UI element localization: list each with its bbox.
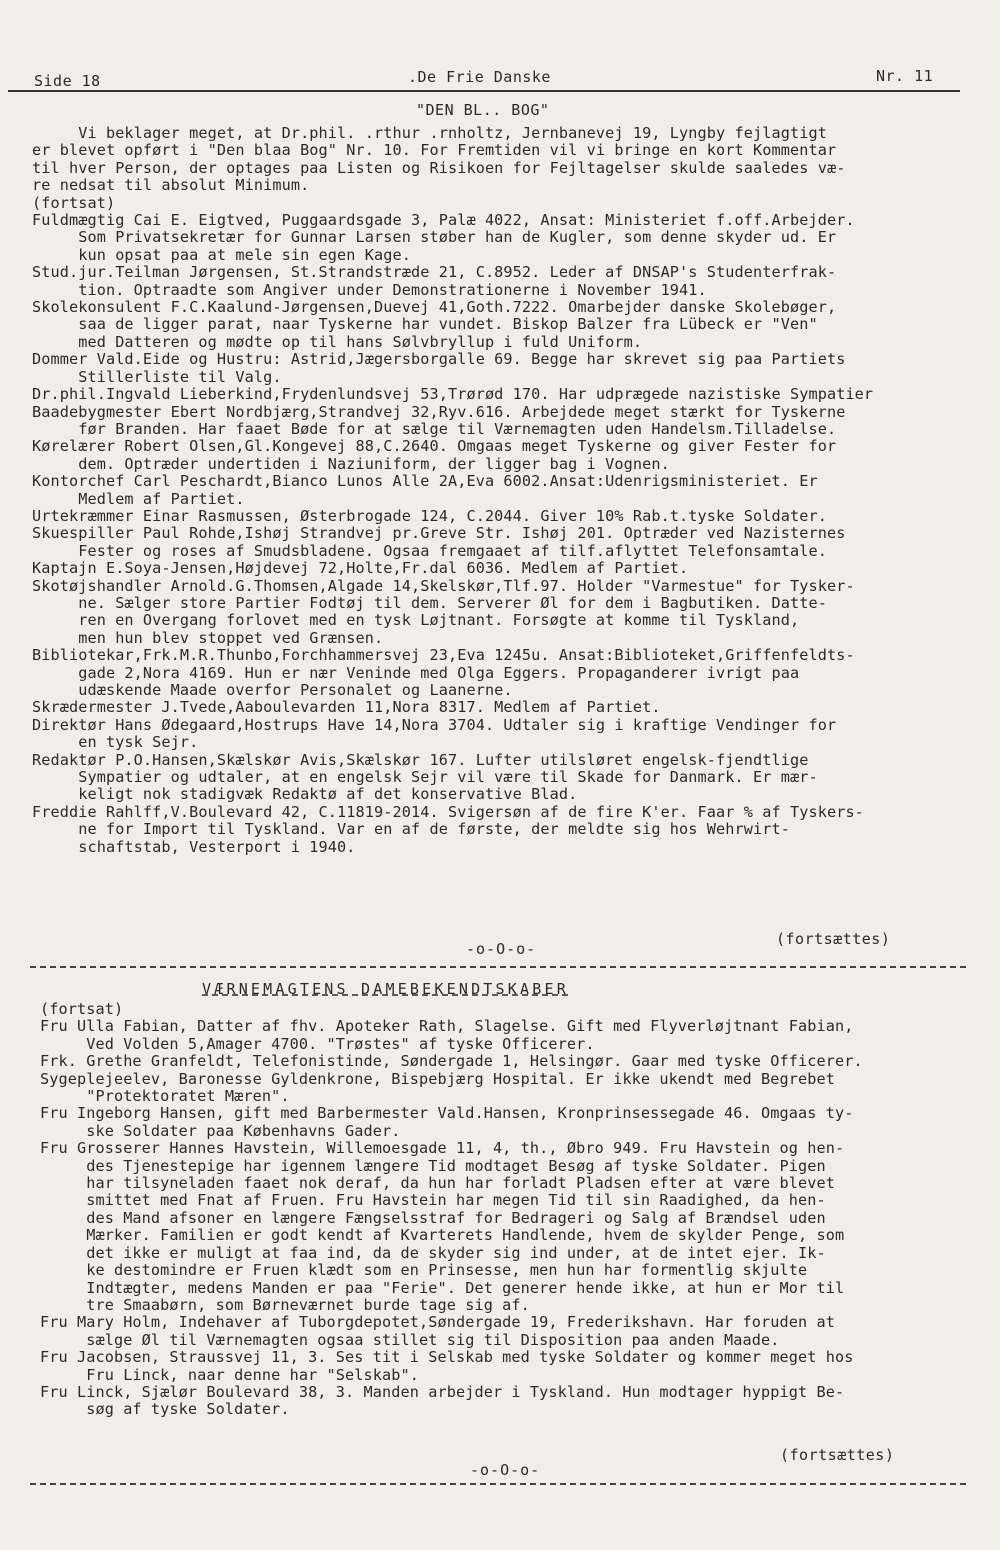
- section-divider: [30, 966, 966, 968]
- issue-number: Nr. 11: [876, 67, 934, 85]
- continued-note: (fortsættes): [776, 930, 891, 948]
- footer-divider: [30, 1483, 966, 1485]
- page-number: Side 18: [34, 72, 101, 90]
- header-rule: [8, 90, 960, 92]
- section-title-blue-book: "DEN BL.. BOG": [416, 101, 550, 119]
- section-separator-2: -o-O-o-: [470, 1461, 541, 1479]
- section-body-ladies: (fortsat) Fru Ulla Fabian, Datter af fhv. Apoteker Rath, Slagelse. Gift med Flyverløjtnant Fabian, Ved Volden 5,Amager 4700. "Trøstes" af tyske Officerer. Frk. Grethe Granfeldt, Telefonistinde, Søndergade 1, Helsingør. Gaar med tyske Officerer. Sygeplejeelev, Baronesse Gyldenkrone, Bispebjærg Hospital. Er ikke ukendt med Begrebet "Protektoratet Mæren". Fru Ingeborg Hansen, gift med Barbermester Vald.Hansen, Kronprinsessegade 46. Omgaas ty- ske Soldater paa Københavns Gader. Fru Grosserer Hannes Havstein, Willemoesgade 11, 4, th., Øbro 949. Fru Havstein og hen- des Tjenestepige har igennem længere Tid modtaget Besøg af tyske Soldater. Pigen har tilsyneladen faaet nok deraf, da hun har forladt Pladsen efter at være blevet smittet med Fnat af Fruen. Fru Havstein har megen Tid til sin Raadighed, da hen- des Mand afsoner en længere Fængselsstraf for Bedrageri og Salg af Brændsel uden Mærker. Familien er godt kendt af Kvarterets Handlende, hvem de skylder Penge, som det ikke er muligt at faa ind, da de skyder sig ind under, at de intet ejer. Ik- ke destomindre er Fruen klædt som en Prinsesse, men hun har formentlig skjulte Indtægter, medens Manden er paa "Ferie". Det generer hende ikke, at hun er Mor til tre Smaabørn, som Børneværnet burde tage sig af. Fru Mary Holm, Indehaver af Tuborgdepotet,Søndergade 19, Frederikshavn. Har foruden at sælge Øl til Værnemagten ogsaa stillet sig til Disposition paa anden Maade. Fru Jacobsen, Straussvej 11, 3. Ses tit i Selskab med tyske Soldater og kommer meget hos Fru Linck, naar denne har "Selskab". Fru Linck, Sjælør Boulevard 38, 3. Manden arbejder i Tyskland. Hun modtager hyppigt Be- søg af tyske Soldater.: [40, 1000, 863, 1419]
- section-separator: -o-O-o-: [466, 940, 537, 958]
- section-body-blue-book: Vi beklager meget, at Dr.phil. .rthur .rnholtz, Jernbanevej 19, Lyngby fejlagtigt er blevet opført i "Den blaa Bog" Nr. 10. For Fremtiden vil vi bringe en kort Kommentar til hver Person, der optages paa Listen og Risikoen for Fejltagelser skulde saaledes væ- re nedsat til absolut Minimum. (fortsat) Fuldmægtig Cai E. Eigtved, Puggaardsgade 3, Palæ 4022, Ansat: Ministeriet f.off.Arbejder. Som Privatsekretær for Gunnar Larsen støber han de Kugler, som denne skyder ud. Er kun opsat paa at mele sin egen Kage. Stud.jur.Teilman Jørgensen, St.Strandstræde 21, C.8952. Leder af DNSAP's Studenterfrak- tion. Optraadte som Angiver under Demonstrationerne i November 1941. Skolekonsulent F.C.Kaalund-Jørgensen,Duevej 41,Goth.7222. Omarbejder danske Skolebøger, saa de ligger parat, naar Tyskerne har vundet. Biskop Balzer fra Lübeck er "Ven" med Datteren og mødte op til hans Sølvbryllup i fuld Uniform. Dommer Vald.Eide og Hustru: Astrid,Jægersborgalle 69. Begge har skrevet sig paa Partiets Stillerliste til Valg. Dr.phil.Ingvald Lieberkind,Frydenlundsvej 53,Trørød 170. Har udprægede nazistiske Sympatier Baadebygmester Ebert Nordbjærg,Strandvej 32,Ryv.616. Arbejdede meget stærkt for Tyskerne før Branden. Har faaet Bøde for at sælge til Værnemagten uden Handelsm.Tilladelse. Kørelærer Robert Olsen,Gl.Kongevej 88,C.2640. Omgaas meget Tyskerne og giver Fester for dem. Optræder undertiden i Naziuniform, der ligger bag i Vognen. Kontorchef Carl Peschardt,Bianco Lunos Alle 2A,Eva 6002.Ansat:Udenrigsministeriet. Er Medlem af Partiet. Urtekræmmer Einar Rasmussen, Østerbrogade 124, C.2044. Giver 10% Rab.t.tyske Soldater. Skuespiller Paul Rohde,Ishøj Strandvej pr.Greve Str. Ishøj 201. Optræder ved Nazisternes Fester og roses af Smudsbladene. Ogsaa fremgaaet af tilf.aflyttet Telefonsamtale. Kaptajn E.Soya-Jensen,Højdevej 72,Holte,Fr.dal 6036. Medlem af Partiet. Skotøjshandler Arnold.G.Thomsen,Algade 14,Skelskør,Tlf.97. Holder "Varmestue" for Tysker- ne. Sælger store Partier Fodtøj til dem. Serverer Øl for dem i Bagbutiken. Datte- ren en Overgang forlovet med en tysk Løjtnant. Forsøgte at komme til Tyskland, men hun blev stoppet ved Grænsen. Bibliotekar,Frk.M.R.Thunbo,Forchhammersvej 23,Eva 1245u. Ansat:Biblioteket,Griffenfeldts- gade 2,Nora 4169. Hun er nær Veninde med Olga Eggers. Propaganderer ivrigt paa udæskende Maade overfor Personalet og Laanerne. Skrædermester J.Tvede,Aaboulevarden 11,Nora 8317. Medlem af Partiet. Direktør Hans Ødegaard,Hostrups Have 14,Nora 3704. Udtaler sig i kraftige Vendinger for en tysk Sejr. Redaktør P.O.Hansen,Skælskør Avis,Skælskør 167. Lufter utilsløret engelsk-fjendtlige Sympatier og udtaler, at en engelsk Sejr vil være til Skade for Danmark. Er mær- keligt nok stadigvæk Redaktø af det konservative Blad. Freddie Rahlff,V.Boulevard 42, C.11819-2014. Svigersøn af de fire K'er. Faar % af Tyskers- ne for Import til Tyskland. Var en af de første, der meldte sig hos Wehrwirt- schaftstab, Vesterport i 1940.: [32, 124, 874, 856]
- section-title-ladies: VÆRNEMAGTENS DAMEBEKENDTSKABER: [202, 980, 569, 998]
- continued-note-2: (fortsættes): [780, 1446, 895, 1464]
- publication-title: .De Frie Danske: [408, 68, 551, 86]
